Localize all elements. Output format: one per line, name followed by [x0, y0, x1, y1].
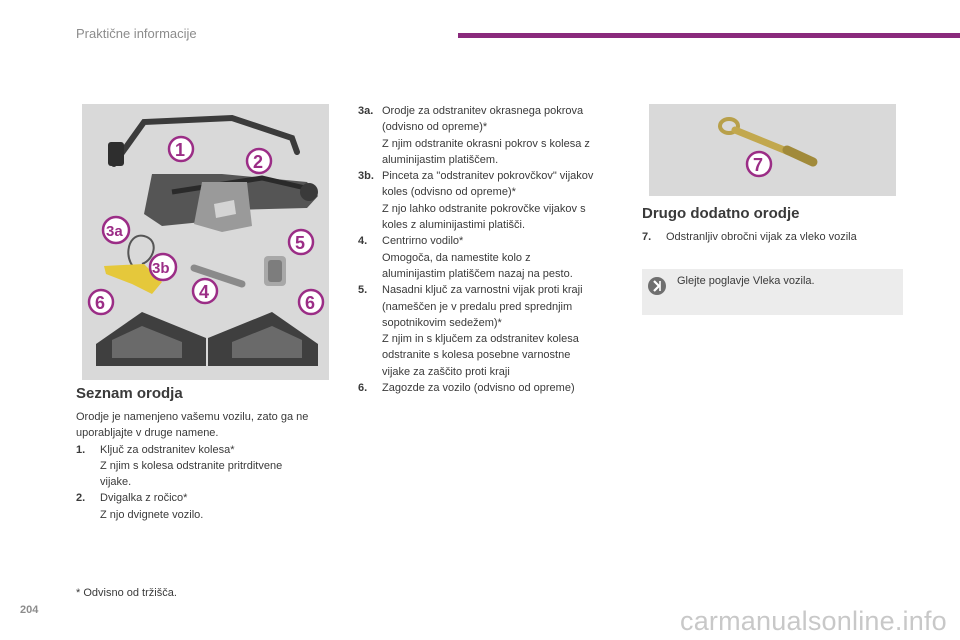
list-item — [642, 229, 912, 245]
tools-list-continued — [358, 103, 633, 396]
additional-tools-title: Drugo dodatno orodje — [642, 205, 800, 222]
towing-eye-illustration-svg — [649, 104, 896, 196]
callout-badge-3b — [150, 254, 176, 280]
item-number: 5. — [358, 284, 368, 297]
item-line: Centrirno vodilo* — [382, 235, 464, 248]
item-line: Z njim s kolesa odstranite pritrditvene — [100, 459, 283, 472]
item-line: koles z aluminijastimi platišči. — [382, 219, 526, 232]
list-item — [76, 442, 346, 491]
intro-line: Orodje je namenjeno vašemu vozilu, zato ga ne — [76, 411, 309, 423]
svg-text:3a: 3a — [106, 223, 123, 240]
item-number: 1. — [76, 443, 86, 456]
intro-line: uporabljajte v druge namene. — [76, 427, 219, 440]
callout-badge-5 — [289, 230, 313, 254]
watermark: carmanualsonline.info — [680, 606, 947, 636]
item-line: aluminijastim platiščem nazaj na pesto. — [382, 267, 573, 280]
item-line: Pinceta za "odstranitev pokrovčkov" vijakov — [382, 170, 594, 183]
item-line: (odvisno od opreme)* — [382, 121, 488, 134]
item-line: Z njo lahko odstranite pokrovčke vijakov s — [382, 202, 586, 215]
item-line: koles (odvisno od opreme)* — [382, 186, 516, 199]
item-line: Ključ za odstranitev kolesa* — [100, 443, 235, 456]
callout-badge-4 — [193, 279, 217, 303]
item-number: 3a. — [358, 105, 374, 117]
item-line: vijake za zaščito proti kraji — [382, 365, 510, 378]
list-item — [358, 103, 633, 168]
arrow-right-icon[interactable] — [648, 277, 666, 295]
svg-text:4: 4 — [199, 282, 210, 302]
page-number: 204 — [20, 604, 39, 616]
list-item — [358, 282, 633, 380]
item-line: Odstranljiv obročni vijak za vleko vozila — [666, 231, 857, 243]
callout-badge-7 — [747, 152, 771, 176]
arrow-right-icon-svg — [648, 277, 666, 295]
towing-eye-illustration — [649, 104, 896, 196]
item-line: (nameščen je v predalu pred sprednjim — [382, 300, 573, 313]
item-line: Nasadni ključ za varnostni vijak proti kraji — [382, 284, 583, 297]
callout-badge-6-right — [299, 290, 323, 314]
svg-text:7: 7 — [753, 155, 764, 175]
item-line: vijake. — [100, 476, 132, 489]
svg-text:6: 6 — [95, 293, 106, 313]
svg-text:3b: 3b — [152, 260, 170, 277]
item-number: 6. — [358, 382, 368, 395]
tools-list-title: Seznam orodja — [76, 385, 183, 402]
svg-text:2: 2 — [253, 152, 264, 172]
additional-tools-body — [642, 229, 912, 245]
svg-text:6: 6 — [305, 293, 316, 313]
callout-badge-2 — [247, 149, 271, 173]
tools-list-body — [76, 409, 346, 523]
footnote: * Odvisno od tržišča. — [76, 587, 177, 599]
item-line: Z njim in s ključem za odstranitev kolesa — [382, 333, 579, 346]
item-line: Z njo dvignete vozilo. — [100, 508, 204, 521]
item-line: odstranite s kolesa posebne varnostne — [382, 349, 571, 362]
list-item — [358, 380, 633, 396]
tools-illustration — [82, 104, 329, 380]
item-number: 4. — [358, 235, 368, 248]
item-number: 2. — [76, 492, 86, 505]
item-number: 7. — [642, 231, 652, 243]
item-line: Z njim odstranite okrasni pokrov s kolesa z — [382, 137, 590, 150]
tools-illustration-svg — [82, 104, 329, 380]
page-header-title: Praktične informacije — [76, 26, 197, 41]
svg-text:5: 5 — [295, 233, 306, 253]
callout-badge-1 — [169, 137, 193, 161]
callout-badge-6-left — [89, 290, 113, 314]
item-line: sopotnikovim sedežem)* — [382, 316, 502, 329]
item-line: Dvigalka z ročico* — [100, 492, 188, 505]
header-accent-bar — [458, 33, 960, 38]
list-item — [358, 233, 633, 282]
list-item — [76, 490, 346, 523]
item-line: Omogoča, da namestite kolo z — [382, 251, 531, 264]
svg-text:1: 1 — [175, 140, 186, 160]
callout-badge-3a — [103, 217, 129, 243]
item-line: aluminijastim platiščem. — [382, 153, 499, 166]
cross-reference-text[interactable]: Glejte poglavje Vleka vozila. — [677, 275, 815, 287]
item-line: Zagozde za vozilo (odvisno od opreme) — [382, 382, 575, 395]
item-number: 3b. — [358, 170, 374, 183]
item-line: Orodje za odstranitev okrasnega pokrova — [382, 105, 584, 117]
list-item — [358, 168, 633, 233]
